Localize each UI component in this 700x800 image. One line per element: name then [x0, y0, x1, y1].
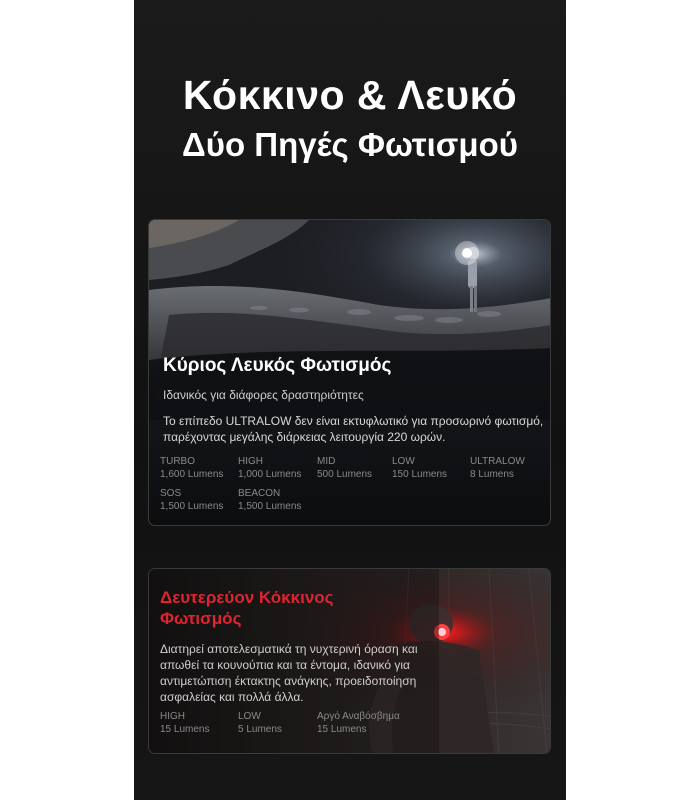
mode-lumens: 5 Lumens — [238, 724, 282, 735]
mode-name: Αργό Αναβόσβημα — [317, 711, 400, 722]
mode-name: HIGH — [160, 711, 185, 722]
product-panel — [134, 0, 566, 800]
headline-line-1: Κόκκινο & Λευκό — [182, 72, 518, 118]
white-mode-mid — [317, 455, 372, 481]
red-light-title: Δευτερεύον Κόκκινος Φωτισμός — [160, 588, 334, 628]
white-light-subtitle: Ιδανικός για διάφορες δραστηριότητες — [163, 388, 364, 402]
white-light-title: Κύριος Λευκός Φωτισμός — [163, 355, 392, 376]
mode-name: MID — [317, 456, 336, 467]
white-mode-turbo — [160, 455, 223, 481]
headline-line-2: Δύο Πηγές Φωτισμού — [182, 126, 518, 163]
white-light-card — [148, 219, 551, 526]
white-mode-beacon — [238, 487, 301, 513]
red-mode-low — [238, 710, 282, 736]
mode-lumens: 15 Lumens — [317, 724, 367, 735]
red-mode-high — [160, 710, 209, 736]
mode-lumens: 15 Lumens — [160, 724, 210, 735]
red-light-description: Διατηρεί αποτελεσματικά τη νυχτερινή όραση και απωθεί τα κουνούπια και τα έντομα, ιδανικό για αντιμετώπιση έκτακτης ανάγκης, προειδοποίηση ασφαλείας και πολλά άλλα. — [160, 642, 418, 704]
white-mode-ultralow — [470, 455, 525, 481]
white-mode-sos — [160, 487, 223, 513]
mode-lumens: 150 Lumens — [392, 469, 448, 480]
mode-name: SOS — [160, 488, 182, 499]
mode-lumens: 1,000 Lumens — [238, 469, 302, 480]
mode-name: TURBO — [160, 456, 195, 467]
mode-name: LOW — [238, 711, 261, 722]
mode-lumens: 1,500 Lumens — [238, 501, 302, 512]
mode-name: BEACON — [238, 488, 281, 499]
white-mode-high — [238, 455, 301, 481]
red-mode-slow-flash — [317, 710, 400, 736]
mode-name: ULTRALOW — [470, 456, 525, 467]
white-light-description: Το επίπεδο ULTRALOW δεν είναι εκτυφλωτικό για προσωρινό φωτισμό, παρέχοντας μεγάλης διάρκειας λειτουργία 220 ωρών. — [163, 414, 544, 444]
mode-name: HIGH — [238, 456, 263, 467]
mode-lumens: 1,600 Lumens — [160, 469, 224, 480]
mode-lumens: 500 Lumens — [317, 469, 373, 480]
red-light-card — [148, 568, 551, 754]
mode-lumens: 8 Lumens — [470, 469, 514, 480]
mode-name: LOW — [392, 456, 415, 467]
mode-lumens: 1,500 Lumens — [160, 501, 224, 512]
white-mode-low — [392, 455, 447, 481]
